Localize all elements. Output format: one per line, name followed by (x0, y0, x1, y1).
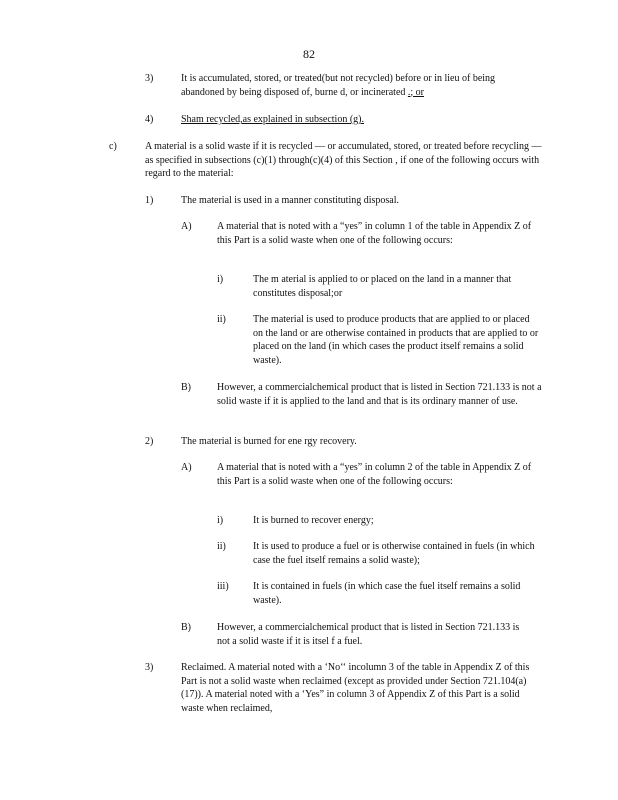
c3-text: Reclaimed. A material noted with a ‘No‘‘ incolumn 3 of the table in Appendix Z of this Part is not a solid waste when reclaimed (except as provided under Section 721.104(a)(17)). A material noted with a ‘Yes” in column 3 of Appendix Z of this Part is a solid waste when reclaimed, (181, 662, 530, 714)
c2aiii-text: It is contained in fuels (in which case the fuel itself remains a solid waste). (253, 581, 521, 606)
c2-label: 2) (145, 436, 154, 447)
c2ai-label: i) (217, 515, 224, 526)
c1-text: The material is used in a manner constituting disposal. (181, 195, 400, 206)
item-3-text (181, 72, 533, 99)
c1ai-text: The m aterial is applied to or placed on the land in a manner that constitutes disposal;or (253, 274, 512, 299)
item-3-body: It is accumulated, stored, or treated(but not recycled) before or in lieu of being abandoned by being disposed of, burne d, or incinerated (181, 73, 496, 98)
page-number: 82 (303, 47, 315, 61)
item-3-label: 3) (145, 73, 154, 84)
c2-text: The material is burned for ene rgy recovery. (181, 436, 357, 447)
c2b-label: B) (181, 622, 191, 633)
c1aii-text: The material is used to produce products that are applied to or placed on the land or are otherwise contained in products that are applied to or placed on the land (in which cases the product itself remains a solid waste). (253, 314, 539, 366)
c2aiii-label: iii) (217, 581, 229, 592)
c1b-text: However, a commercialchemical product that is listed in Section 721.133 is not a solid waste if it is applied to the land and that is its ordinary manner of use. (217, 382, 542, 407)
item-4-text: Sham recycled,as explained in subsection (g). (181, 114, 364, 125)
c2b-text: However, a commercialchemical product that is listed in Section 721.133 is not a solid waste if it is itsel f a fuel. (217, 622, 520, 647)
c2a-label: A) (181, 462, 192, 473)
c2aii-label: ii) (217, 541, 226, 552)
subsection-c-label: c) (109, 141, 117, 152)
c1a-text: A material that is noted with a “yes” in column 1 of the table in Appendix Z of this Part is a solid waste when one of the following occurs: (217, 221, 532, 246)
c3-label: 3) (145, 662, 154, 673)
item-4-label: 4) (145, 114, 154, 125)
c2a-text: A material that is noted with a “yes” in column 2 of the table in Appendix Z of this Part is a solid waste when one of the following occurs: (217, 462, 532, 487)
c1-label: 1) (145, 195, 154, 206)
c2ai-text: It is burned to recover energy; (253, 515, 374, 526)
c1ai-label: i) (217, 274, 224, 285)
subsection-c-text: A material is a solid waste if it is recycled — or accumulated, stored, or treated before recycling — as specified in subsections (c)(1) through(c)(4) of this Section , if one of the following occurs with regard to the material: (145, 141, 542, 179)
c1a-label: A) (181, 221, 192, 232)
c1b-label: B) (181, 382, 191, 393)
c2aii-text: It is used to produce a fuel or is otherwise contained in fuels (in which case the fuel itself remains a solid waste); (253, 541, 535, 566)
item-3-suffix: .; or (407, 86, 424, 98)
c1aii-label: ii) (217, 314, 226, 325)
